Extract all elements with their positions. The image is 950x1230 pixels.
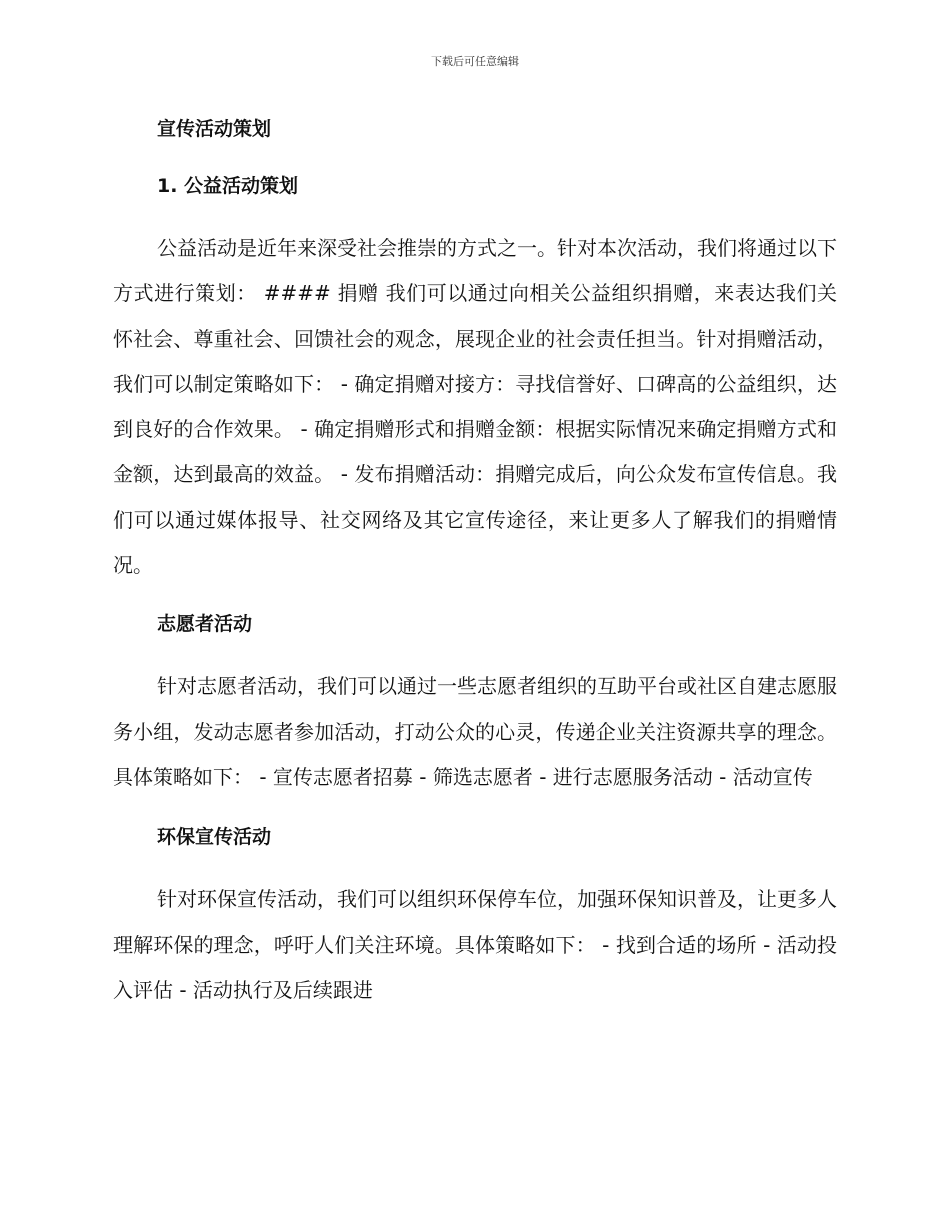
document-body (113, 112, 837, 1013)
section-heading-volunteer: 志愿者活动 (157, 613, 253, 636)
section-paragraph-charity: 公益活动是近年来深受社会推崇的方式之一。针对本次活动，我们将通过以下方式进行策划： #### 捐赠 我们可以通过向相关公益组织捐赠，来表达我们关怀社会、尊重社会、回馈社会的观念，展现企业的社会责任担当。针对捐赠活动，我们可以制定策略如下： - 确定捐赠对接方：寻找信誉好、口碑高的公益组织，达到良好的合作效果。 - 确定捐赠形式和捐赠金额：根据实际情况来确定捐赠方式和金额，达到最高的效益。 - 发布捐赠活动：捐赠完成后，向公众发布宣传信息。我们可以通过媒体报导、社交网络及其它宣传途径，来让更多人了解我们的捐赠情况。 (113, 236, 837, 578)
section-heading-environment: 环保宣传活动 (157, 826, 272, 849)
section-paragraph-volunteer: 针对志愿者活动，我们可以通过一些志愿者组织的互助平台或社区自建志愿服务小组，发动志愿者参加活动，打动公众的心灵，传递企业关注资源共享的理念。具体策略如下： - 宣传志愿者招募 - 筛选志愿者 - 进行志愿服务活动 - 活动宣传 (113, 674, 837, 789)
section-heading-charity: 1. 公益活动策划 (157, 175, 299, 197)
document-title: 宣传活动策划 (157, 118, 272, 140)
section-paragraph-environment: 针对环保宣传活动，我们可以组织环保停车位，加强环保知识普及，让更多人理解环保的理念，呼吁人们关注环境。具体策略如下： - 找到合适的场所 - 活动投入评估 - 活动执行及后续跟进 (113, 887, 837, 1002)
page-header-note: 下载后可任意编辑 (431, 55, 519, 68)
